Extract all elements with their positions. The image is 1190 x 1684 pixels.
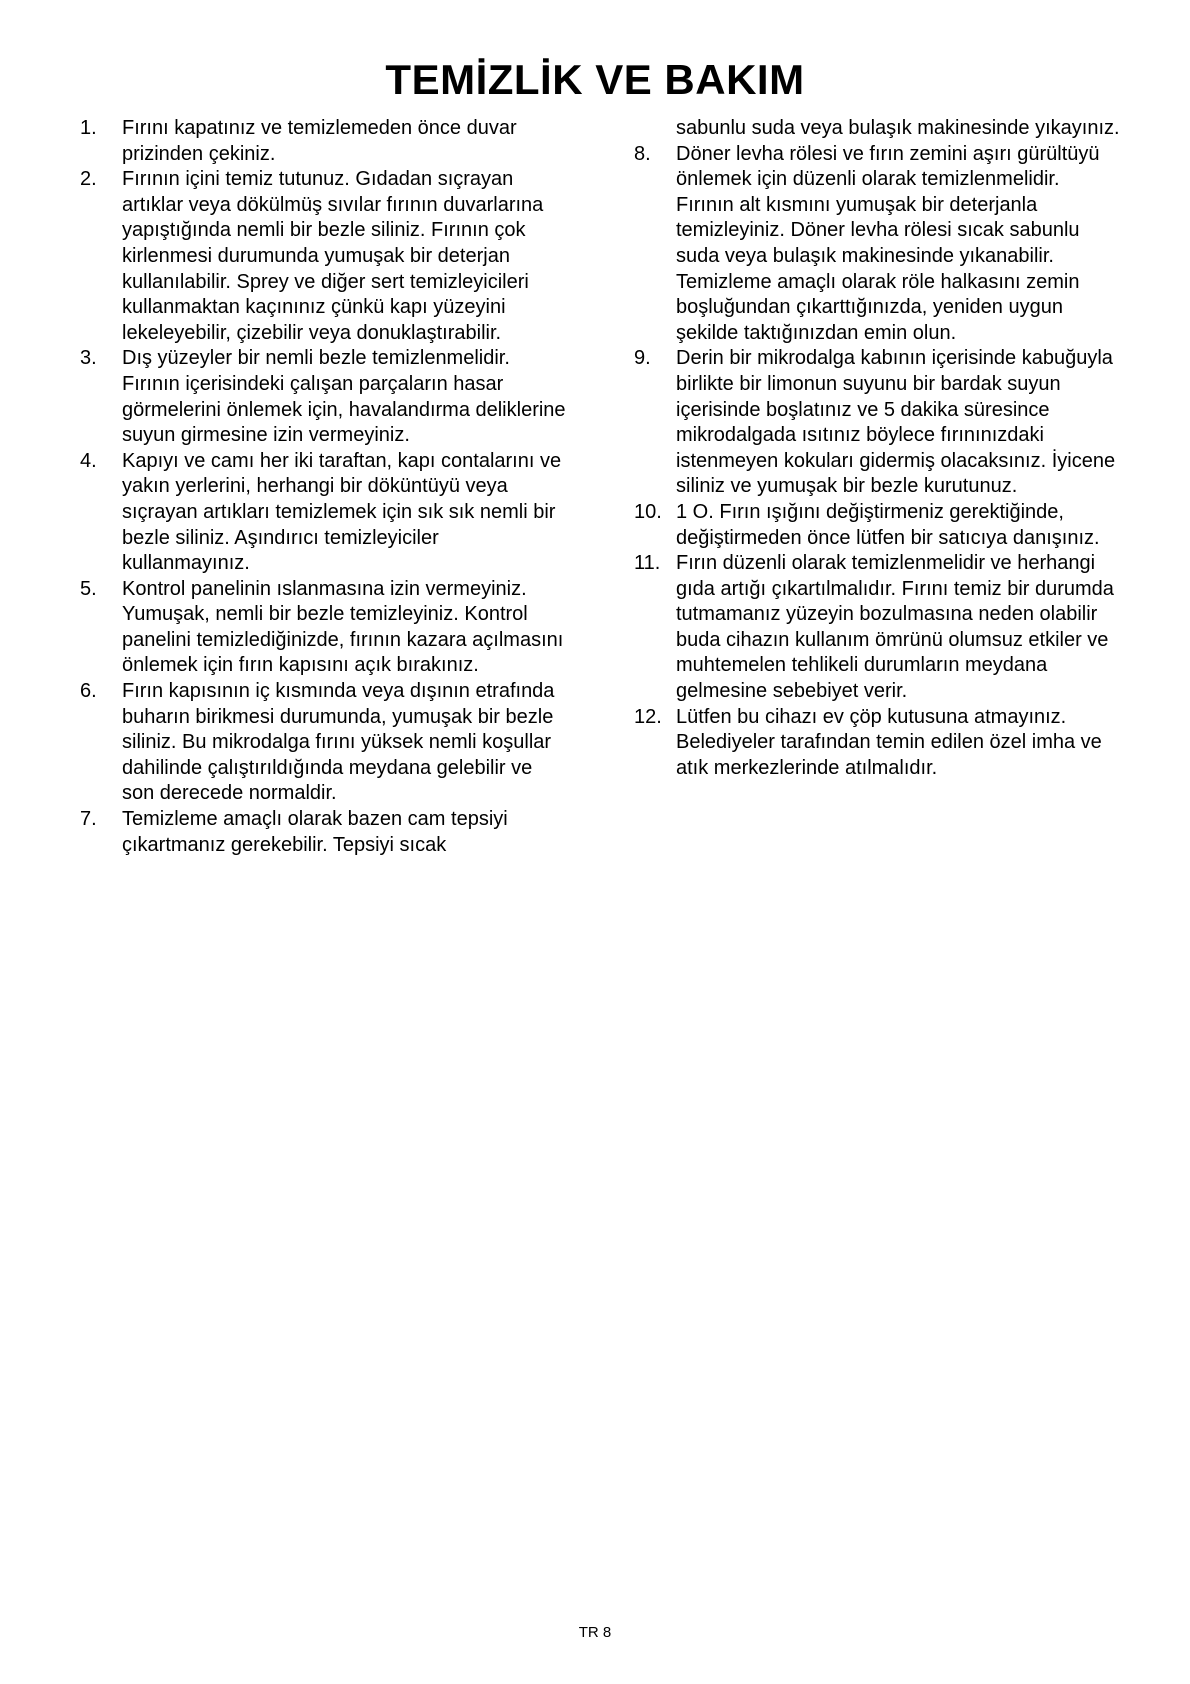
item-text: Dış yüzeyler bir nemli bezle temizlenmelidir. Fırının içerisindeki çalışan parçaların hasar görmelerini önlemek için, havalandırma deliklerine suyun girmesine izin vermeyiniz. (122, 347, 566, 447)
page-number: TR 8 (578, 1624, 612, 1641)
item-number: 11. (634, 552, 661, 575)
item-text: Fırın düzenli olarak temizlenmelidir ve herhangi gıda artığı çıkartılmalıdır. Fırını temiz bir durumda tutmamanız yüzeyin bozulmasına neden olabilir buda cihazın kullanım ömrünü olumsuz etkiler ve muhtemelen tehlikeli durumların meydana gelmesine sebebiyet verir. (676, 552, 1114, 703)
page-title: TEMİZLİK VE BAKIM (385, 56, 805, 103)
item-number: 8. (634, 142, 651, 165)
item-text: Fırın kapısının iç kısmında veya dışının etrafında buharın birikmesi durumunda, yumuşak bir bezle siliniz. Bu mikrodalga fırını yüksek nemli koşullar dahilinde çalıştırıldığında meydana gelebilir ve son derecede normaldir. (122, 680, 555, 805)
list-item (80, 346, 566, 448)
list-item (80, 679, 566, 807)
list-item (80, 116, 566, 167)
item-text: Lütfen bu cihazı ev çöp kutusuna atmayınız. Belediyeler tarafından temin edilen özel imha ve atık merkezlerinde atılmalıdır. (676, 705, 1102, 779)
item-number: 2. (80, 168, 97, 191)
item-number: 1. (80, 117, 97, 139)
item-number: 10. (634, 500, 662, 523)
list-item (80, 167, 566, 346)
list-item (634, 551, 1120, 705)
item-number: 7. (80, 808, 97, 831)
item-text: Döner levha rölesi ve fırın zemini aşırı gürültüyü önlemek için düzenli olarak temizlenmelidir. Fırının alt kısmını yumuşak bir deterjanla temizleyiniz. Döner levha rölesi sıcak sabunlu suda veya bulaşık makinesinde yıkanabilir. Temizleme amaçlı olarak röle halkasını zemin boşluğundan çıkarttığınızda, yeniden uygun şekilde taktığınızdan emin olun. (676, 142, 1100, 344)
item-text: Fırının içini temiz tutunuz. Gıdadan sıçrayan artıklar veya dökülmüş sıvılar fırının duvarlarına yapıştığında nemli bir bezle siliniz. Fırının çok kirlenmesi durumunda yumuşak bir deterjan kullanılabilir. Sprey ve diğer sert temizleyicileri kullanmaktan kaçınınız çünkü kapı yüzeyini lekeleyebilir, çizebilir veya donuklaştırabilir. (122, 168, 544, 344)
list-item (634, 500, 1120, 551)
item-continuation: sabunlu suda veya bulaşık makinesinde yıkayınız. (676, 117, 1120, 139)
list-item (634, 142, 1120, 347)
item-number: 5. (80, 577, 97, 600)
right-column (634, 116, 1120, 781)
item-number: 3. (80, 347, 97, 370)
item-number: 6. (80, 680, 97, 703)
item-text: Kapıyı ve camı her iki taraftan, kapı contalarını ve yakın yerlerini, herhangi bir döküntüyü veya sıçrayan artıkları temizlemek için sık sık nemli bir bezle siliniz. Aşındırıcı temizleyiciler kullanmayınız. (122, 449, 562, 575)
item-text: Fırını kapatınız ve temizlemeden önce duvar prizinden çekiniz. (122, 117, 517, 165)
list-item (634, 346, 1120, 500)
list-item (80, 577, 566, 679)
item-number: 4. (80, 449, 97, 472)
item-text: Temizleme amaçlı olarak bazen cam tepsiyi çıkartmanız gerekebilir. Tepsiyi sıcak (122, 808, 508, 856)
item-text: 1 O. Fırın ışığını değiştirmeniz gerektiğinde, değiştirmeden önce lütfen bir satıcıya danışınız. (676, 500, 1100, 549)
item-text: Derin bir mikrodalga kabının içerisinde kabuğuyla birlikte bir limonun suyunu bir bardak suyun içerisinde boşlatınız ve 5 dakika süresince mikrodalgada ısıtınız böylece fırınınızdaki istenmeyen kokuları gidermiş olacaksınız. İyicene siliniz ve yumuşak bir bezle kurutunuz. (676, 347, 1116, 498)
list-item (80, 807, 566, 858)
list-item (634, 705, 1120, 782)
left-column (80, 116, 566, 858)
item-text: Kontrol panelinin ıslanmasına izin vermeyiniz. Yumuşak, nemli bir bezle temizleyiniz. Kontrol panelini temizlediğinizde, fırının kazara açılmasını önlemek için fırın kapısını açık bırakınız. (122, 577, 564, 677)
item-number: 12. (634, 705, 662, 728)
list-item (80, 449, 566, 577)
item-number: 9. (634, 347, 651, 370)
